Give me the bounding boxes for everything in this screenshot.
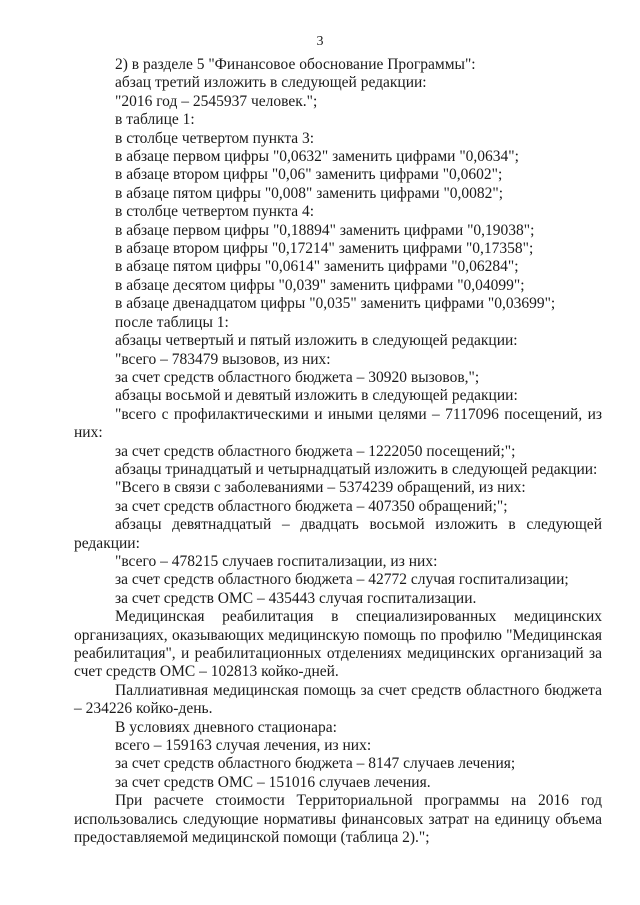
paragraph: в абзаце пятом цифры "0,0614" заменить цифрами "0,06284"; [115, 258, 519, 276]
paragraph: абзацы девятнадцатый – двадцать восьмой изложить в следующей редакции: [74, 516, 602, 552]
paragraph: абзацы тринадцатый и четырнадцатый изложить в следующей редакции: [115, 460, 598, 478]
paragraph: за счет средств областного бюджета – 42772 случая госпитализации; [115, 571, 569, 589]
paragraph: за счет средств ОМС – 435443 случая госпитализации. [115, 589, 477, 607]
paragraph: абзацы четвертый и пятый изложить в следующей редакции: [115, 332, 518, 350]
document-body [74, 56, 602, 847]
paragraph: всего – 159163 случая лечения, из них: [115, 737, 372, 755]
paragraph: абзацы восьмой и девятый изложить в следующей редакции: [115, 387, 518, 405]
paragraph: в абзаце первом цифры "0,18894" заменить цифрами "0,19038"; [115, 221, 535, 239]
paragraph: в абзаце втором цифры "0,17214" заменить цифрами "0,17358"; [115, 240, 534, 258]
paragraph: в столбце четвертом пункта 3: [115, 129, 315, 147]
paragraph: "2016 год – 2545937 человек."; [115, 92, 318, 110]
paragraph: Паллиативная медицинская помощь за счет средств областного бюджета – 234226 койко-день. [74, 681, 602, 718]
paragraph: При расчете стоимости Территориальной программы на 2016 год использовались следующие нормативы финансовых затрат на единицу объема предоставляемой медицинской помощи (таблица 2)."; [74, 792, 602, 847]
paragraph: в абзаце двенадцатом цифры "0,035" заменить цифрами "0,03699"; [115, 295, 556, 313]
paragraph: в абзаце пятом цифры "0,008" заменить цифрами "0,0082"; [115, 184, 504, 202]
paragraph: В условиях дневного стационара: [115, 718, 337, 736]
paragraph: "всего – 783479 вызовов, из них: [115, 350, 331, 368]
paragraph: абзац третий изложить в следующей редакции: [115, 74, 427, 92]
paragraph: после таблицы 1: [115, 313, 229, 331]
paragraph: в абзаце первом цифры "0,0632" заменить цифрами "0,0634"; [115, 148, 519, 166]
paragraph: в столбце четвертом пункта 4: [115, 203, 315, 221]
paragraph: за счет средств областного бюджета – 30920 вызовов,"; [115, 368, 480, 386]
paragraph: "Всего в связи с заболеваниями – 5374239 обращений, из них: [115, 479, 526, 497]
paragraph: за счет средств областного бюджета – 407350 обращений;"; [115, 497, 508, 515]
paragraph: за счет средств областного бюджета – 8147 случаев лечения; [115, 755, 516, 773]
page-number: 3 [316, 34, 324, 49]
paragraph: "всего с профилактическими и иными целями – 7117096 посещений, из них: [74, 405, 602, 442]
paragraph: в абзаце десятом цифры "0,039" заменить цифрами "0,04099"; [115, 276, 525, 294]
paragraph: за счет средств областного бюджета – 1222050 посещений;"; [115, 442, 516, 460]
paragraph: Медицинская реабилитация в специализированных медицинских организациях, оказывающих медицинскую помощь по профилю "Медицинская реабилитация", и реабилитационных отделениях медицинских организаций за счет средств ОМС – 102813 койко-дней. [74, 608, 602, 681]
paragraph: в таблице 1: [115, 111, 195, 129]
paragraph: "всего – 478215 случаев госпитализации, из них: [115, 552, 438, 570]
paragraph: за счет средств ОМС – 151016 случаев лечения. [115, 773, 431, 791]
paragraph: в абзаце втором цифры "0,06" заменить цифрами "0,0602"; [115, 166, 503, 184]
paragraph: 2) в разделе 5 "Финансовое обоснование Программы": [115, 56, 476, 73]
